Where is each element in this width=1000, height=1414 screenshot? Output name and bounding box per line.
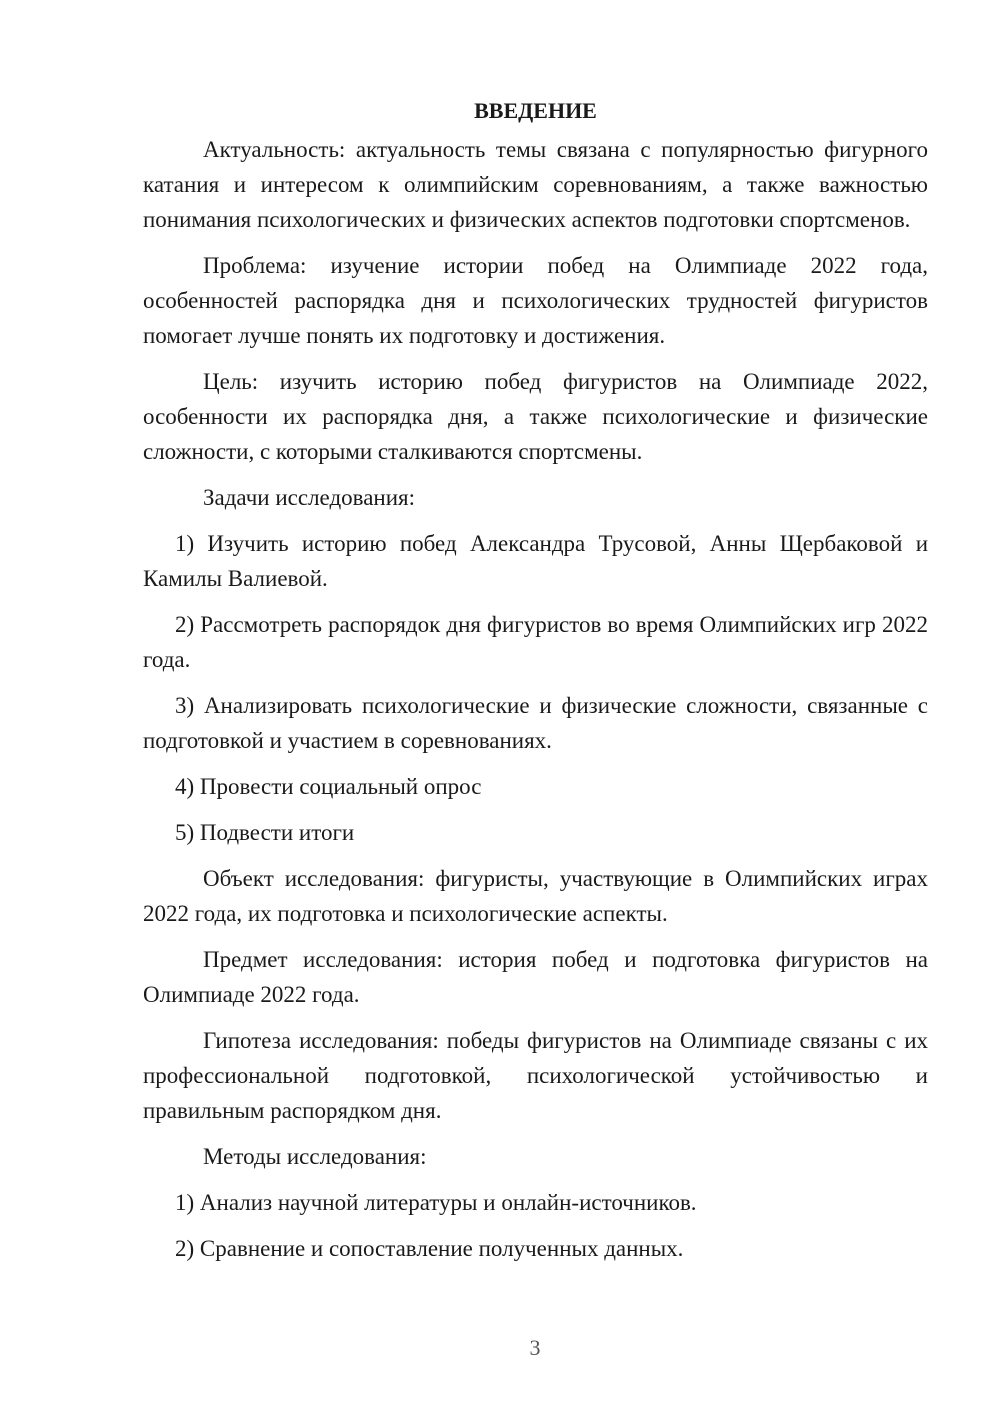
relevance-paragraph: Актуальность: актуальность темы связана с популярностью фигурного катания и интересом к олимпийским соревнованиям, а также важностью понимания психологических и физических аспектов подготовки спортсменов.	[143, 137, 928, 232]
methods-heading: Методы исследования:	[203, 1144, 427, 1169]
subject-paragraph: Предмет исследования: история побед и подготовка фигуристов на Олимпиаде 2022 года.	[143, 947, 928, 1007]
task-item-5: 5) Подвести итоги	[175, 820, 355, 845]
goal-paragraph: Цель: изучить историю побед фигуристов на Олимпиаде 2022, особенности их распорядка дня, а также психологические и физические сложности, с которыми сталкиваются спортсмены.	[143, 369, 928, 464]
section-title: ВВЕДЕНИЕ	[474, 98, 597, 123]
method-item-2: 2) Сравнение и сопоставление полученных данных.	[175, 1236, 684, 1261]
task-item-4: 4) Провести социальный опрос	[175, 774, 482, 799]
task-item-2: 2) Рассмотреть распорядок дня фигуристов во время Олимпийских игр 2022 года.	[143, 612, 928, 672]
method-item-1: 1) Анализ научной литературы и онлайн-источников.	[175, 1190, 697, 1215]
tasks-heading: Задачи исследования:	[203, 485, 416, 510]
object-paragraph: Объект исследования: фигуристы, участвующие в Олимпийских играх 2022 года, их подготовка и психологические аспекты.	[143, 866, 928, 926]
task-item-1: 1) Изучить историю побед Александра Трусовой, Анны Щербаковой и Камилы Валиевой.	[143, 531, 928, 591]
hypothesis-paragraph: Гипотеза исследования: победы фигуристов на Олимпиаде связаны с их профессиональной подготовкой, психологической устойчивостью и правильным распорядком дня.	[143, 1028, 928, 1123]
problem-paragraph: Проблема: изучение истории побед на Олимпиаде 2022 года, особенностей распорядка дня и психологических трудностей фигуристов помогает лучше понять их подготовку и достижения.	[143, 253, 928, 348]
task-item-3: 3) Анализировать психологические и физические сложности, связанные с подготовкой и участием в соревнованиях.	[143, 693, 928, 753]
page-number: 3	[529, 1335, 541, 1360]
document-page	[143, 96, 928, 1277]
